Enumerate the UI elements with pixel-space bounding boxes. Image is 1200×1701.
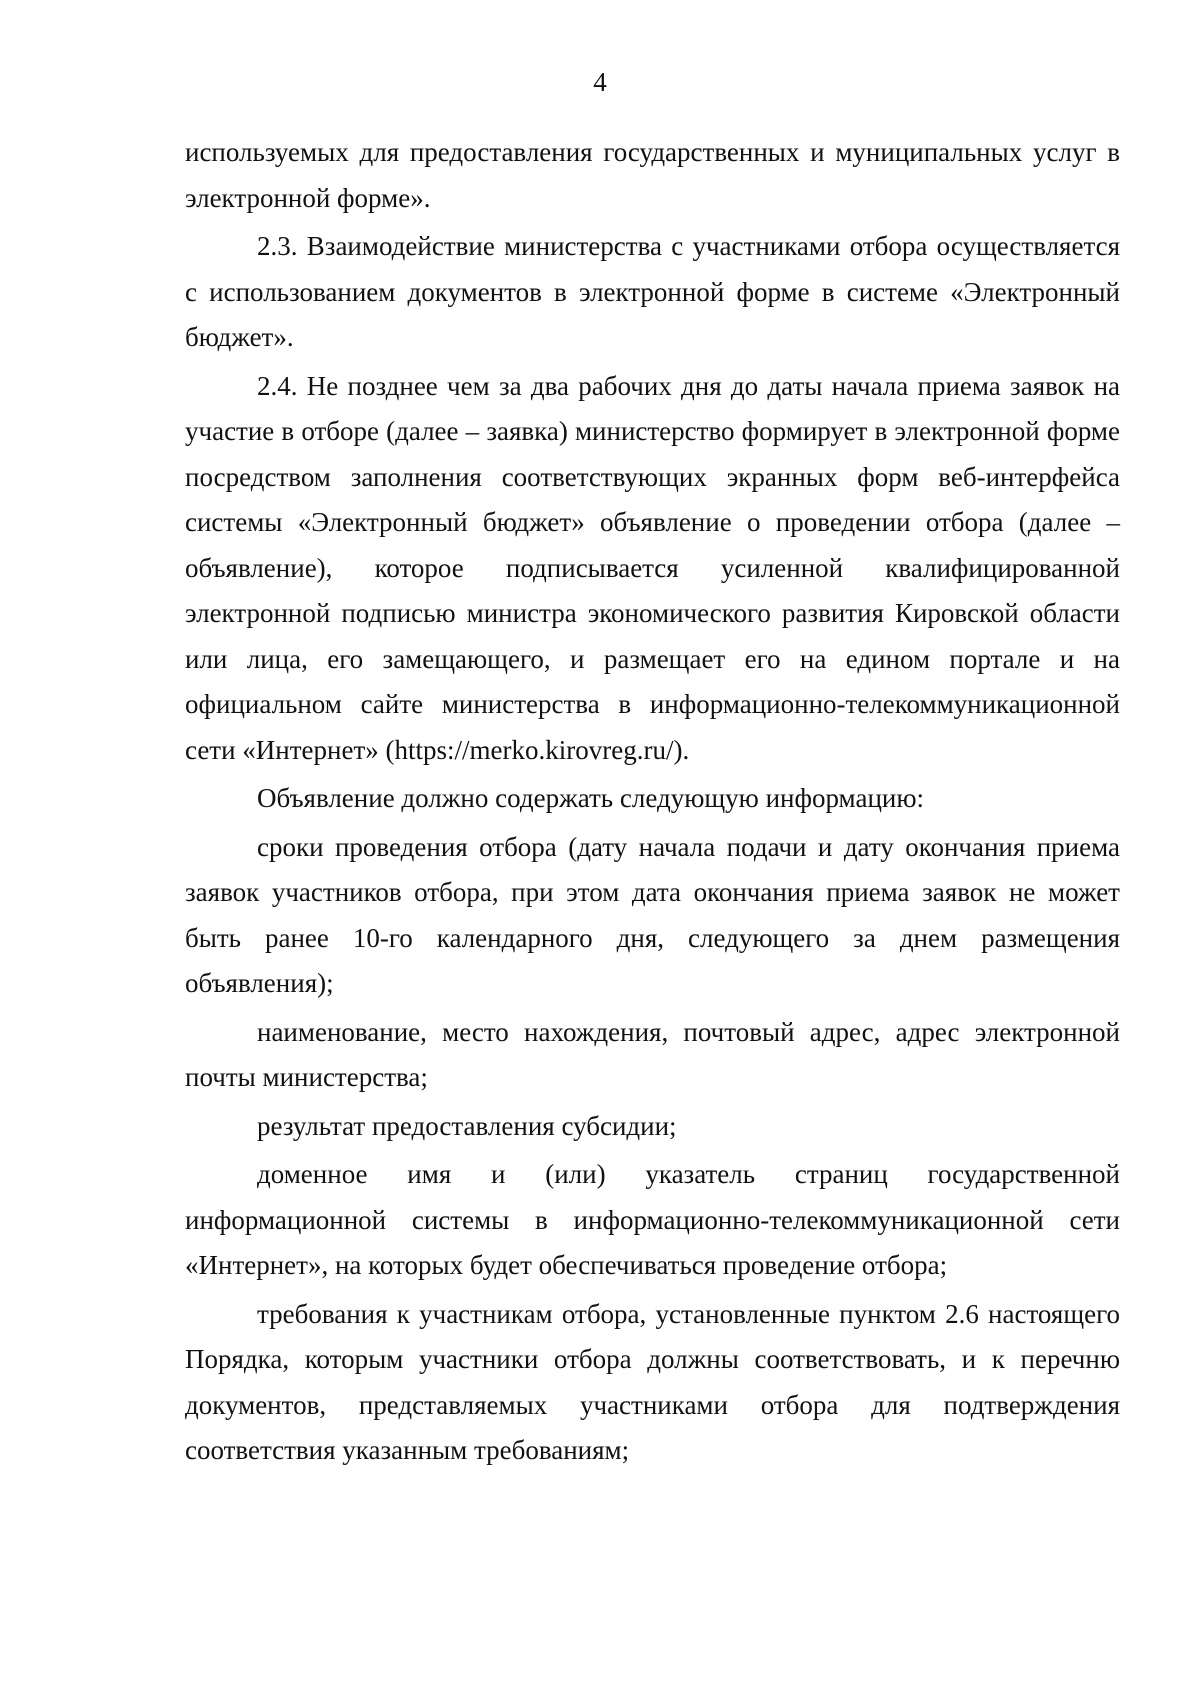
paragraph-2-4: 2.4. Не позднее чем за два рабочих дня до даты начала приема заявок на участие в отборе (далее – заявка) министерство формирует в электронной форме посредством заполнения соответствующих экранных форм веб-интерфейса системы «Электронный бюджет» объявление о проведении отбора (далее – объявление), которое подписывается усиленной квалифицированной электронной подписью министра экономического развития Кировской области или лица, его замещающего, и размещает его на едином портале и на официальном сайте министерства в информационно-телекоммуникационной сети «Интернет» (https://merko.kirovreg.ru/). bbox=[185, 370, 1120, 765]
document-body bbox=[185, 130, 1120, 1477]
paragraph-2-3: 2.3. Взаимодействие министерства с участниками отбора осуществляется с использованием документов в электронной форме в системе «Электронный бюджет». bbox=[185, 231, 1120, 352]
list-item-participant-requirements: требования к участникам отбора, установленные пунктом 2.6 настоящего Порядка, которым участники отбора должны соответствовать, и к перечню документов, представляемых участниками отбора для подтверждения соответствия указанным требованиям; bbox=[185, 1298, 1120, 1465]
paragraph-continuation: используемых для предоставления государственных и муниципальных услуг в электронной форме». bbox=[185, 137, 1120, 213]
list-item-deadlines: сроки проведения отбора (дату начала подачи и дату окончания приема заявок участников отбора, при этом дата окончания приема заявок не может быть ранее 10-го календарного дня, следующего за днем размещения объявления); bbox=[185, 831, 1120, 998]
page-number: 4 bbox=[593, 67, 607, 97]
list-item-subsidy-result: результат предоставления субсидии; bbox=[257, 1110, 677, 1141]
list-item-ministry-contacts: наименование, место нахождения, почтовый адрес, адрес электронной почты министерства; bbox=[185, 1016, 1120, 1092]
paragraph-announcement-intro: Объявление должно содержать следующую информацию: bbox=[257, 783, 925, 813]
list-item-domain-name: доменное имя и (или) указатель страниц государственной информационной системы в информационно-телекоммуникационной сети «Интернет», на которых будет обеспечиваться проведение отбора; bbox=[185, 1159, 1120, 1280]
